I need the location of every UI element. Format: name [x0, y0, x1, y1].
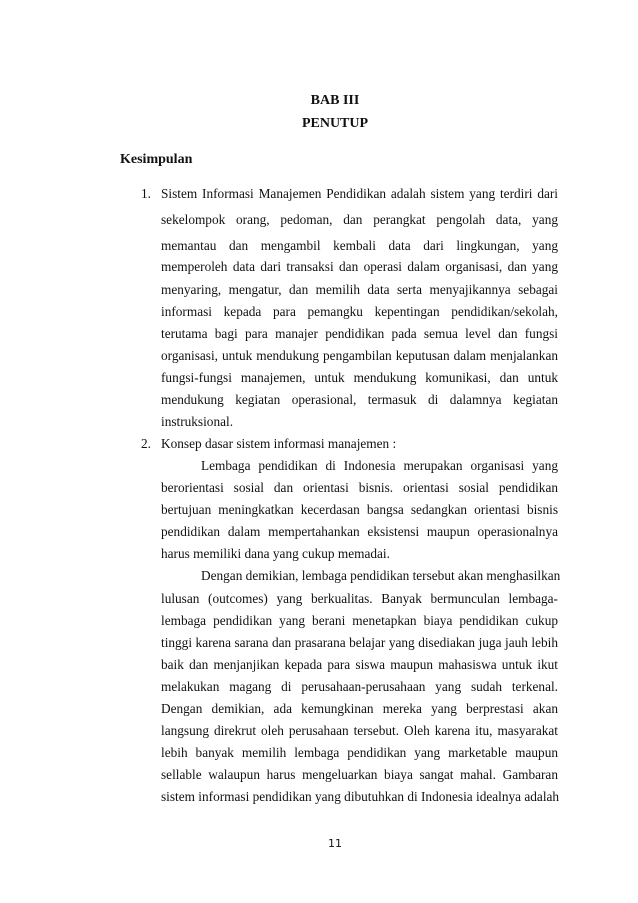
paragraph2-line: tinggi karena sarana dan prasarana belajar yang disediakan juga jauh lebih [161, 635, 558, 650]
paragraph2-line: lulusan (outcomes) yang berkualitas. Banyak bermunculan lembaga- [161, 591, 558, 606]
paragraph2-line: sellable walaupun harus mengeluarkan biaya sangat mahal. Gambaran [161, 767, 558, 782]
item1-line: memperoleh data dari transaksi dan operasi dalam organisasi, dan yang [161, 259, 558, 274]
page-number: 11 [328, 837, 342, 850]
paragraph2-line: Dengan demikian, ada kemungkinan mereka yang berprestasi akan [161, 701, 558, 716]
paragraph2-line: lebih banyak memilih lembaga pendidikan yang marketable maupun [161, 745, 558, 760]
item1-line: mendukung kegiatan operasional, termasuk di dalamnya kegiatan [161, 392, 558, 407]
paragraph1-line: berorientasi sosial dan orientasi bisnis. orientasi sosial pendidikan [161, 480, 558, 495]
paragraph1-line: harus memiliki dana yang cukup memadai. [161, 546, 390, 561]
item2-heading: Konsep dasar sistem informasi manajemen : [161, 436, 397, 451]
paragraph2-line: Dengan demikian, lembaga pendidikan tersebut akan menghasilkan [201, 568, 561, 583]
paragraph2-line: langsung direkrut oleh perusahaan tersebut. Oleh karena itu, masyarakat [161, 723, 558, 738]
section-heading: Kesimpulan [120, 152, 193, 167]
item1-line: Sistem Informasi Manajemen Pendidikan adalah sistem yang terdiri dari [161, 186, 558, 201]
item1-line: fungsi-fungsi manajemen, untuk mendukung komunikasi, dan untuk [161, 370, 558, 385]
paragraph2-line: lembaga pendidikan yang berani menetapkan biaya pendidikan cukup [161, 613, 558, 628]
chapter-title: PENUTUP [301, 116, 369, 131]
paragraph2-line: sistem informasi pendidikan yang dibutuhkan di Indonesia idealnya adalah [161, 789, 560, 804]
paragraph1-line: Lembaga pendidikan di Indonesia merupakan organisasi yang [201, 458, 558, 473]
item1-line: organisasi, untuk mendukung pengambilan keputusan dalam menjalankan [161, 348, 558, 363]
paragraph2-line: baik dan menjanjikan kepada para siswa maupun mahasiswa untuk ikut [161, 657, 558, 672]
item1-line: informasi kepada para pemangku kepentingan pendidikan/sekolah, [161, 304, 558, 319]
paragraph1-line: pendidikan dalam mempertahankan eksistensi maupun operasionalnya [161, 524, 558, 539]
item1-line: memantau dan mengambil kembali data dari lingkungan, yang [161, 238, 558, 253]
list-number-2: 2. [141, 436, 151, 451]
item1-line: instruksional. [161, 414, 234, 429]
paragraph1-line: bertujuan meningkatkan kecerdasan bangsa sedangkan orientasi bisnis [161, 502, 558, 517]
item1-line: terutama bagi para manajer pendidikan pada semua level dan fungsi [161, 326, 558, 341]
list-number-1: 1. [141, 186, 151, 201]
item1-line: sekelompok orang, pedoman, dan perangkat pengolah data, yang [161, 212, 558, 227]
item1-line: menyaring, mengatur, dan memilih data serta menyajikannya sebagai [161, 282, 558, 297]
chapter-label: BAB III [310, 93, 360, 108]
paragraph2-line: melakukan magang di perusahaan-perusahaan yang sudah terkenal. [161, 679, 558, 694]
